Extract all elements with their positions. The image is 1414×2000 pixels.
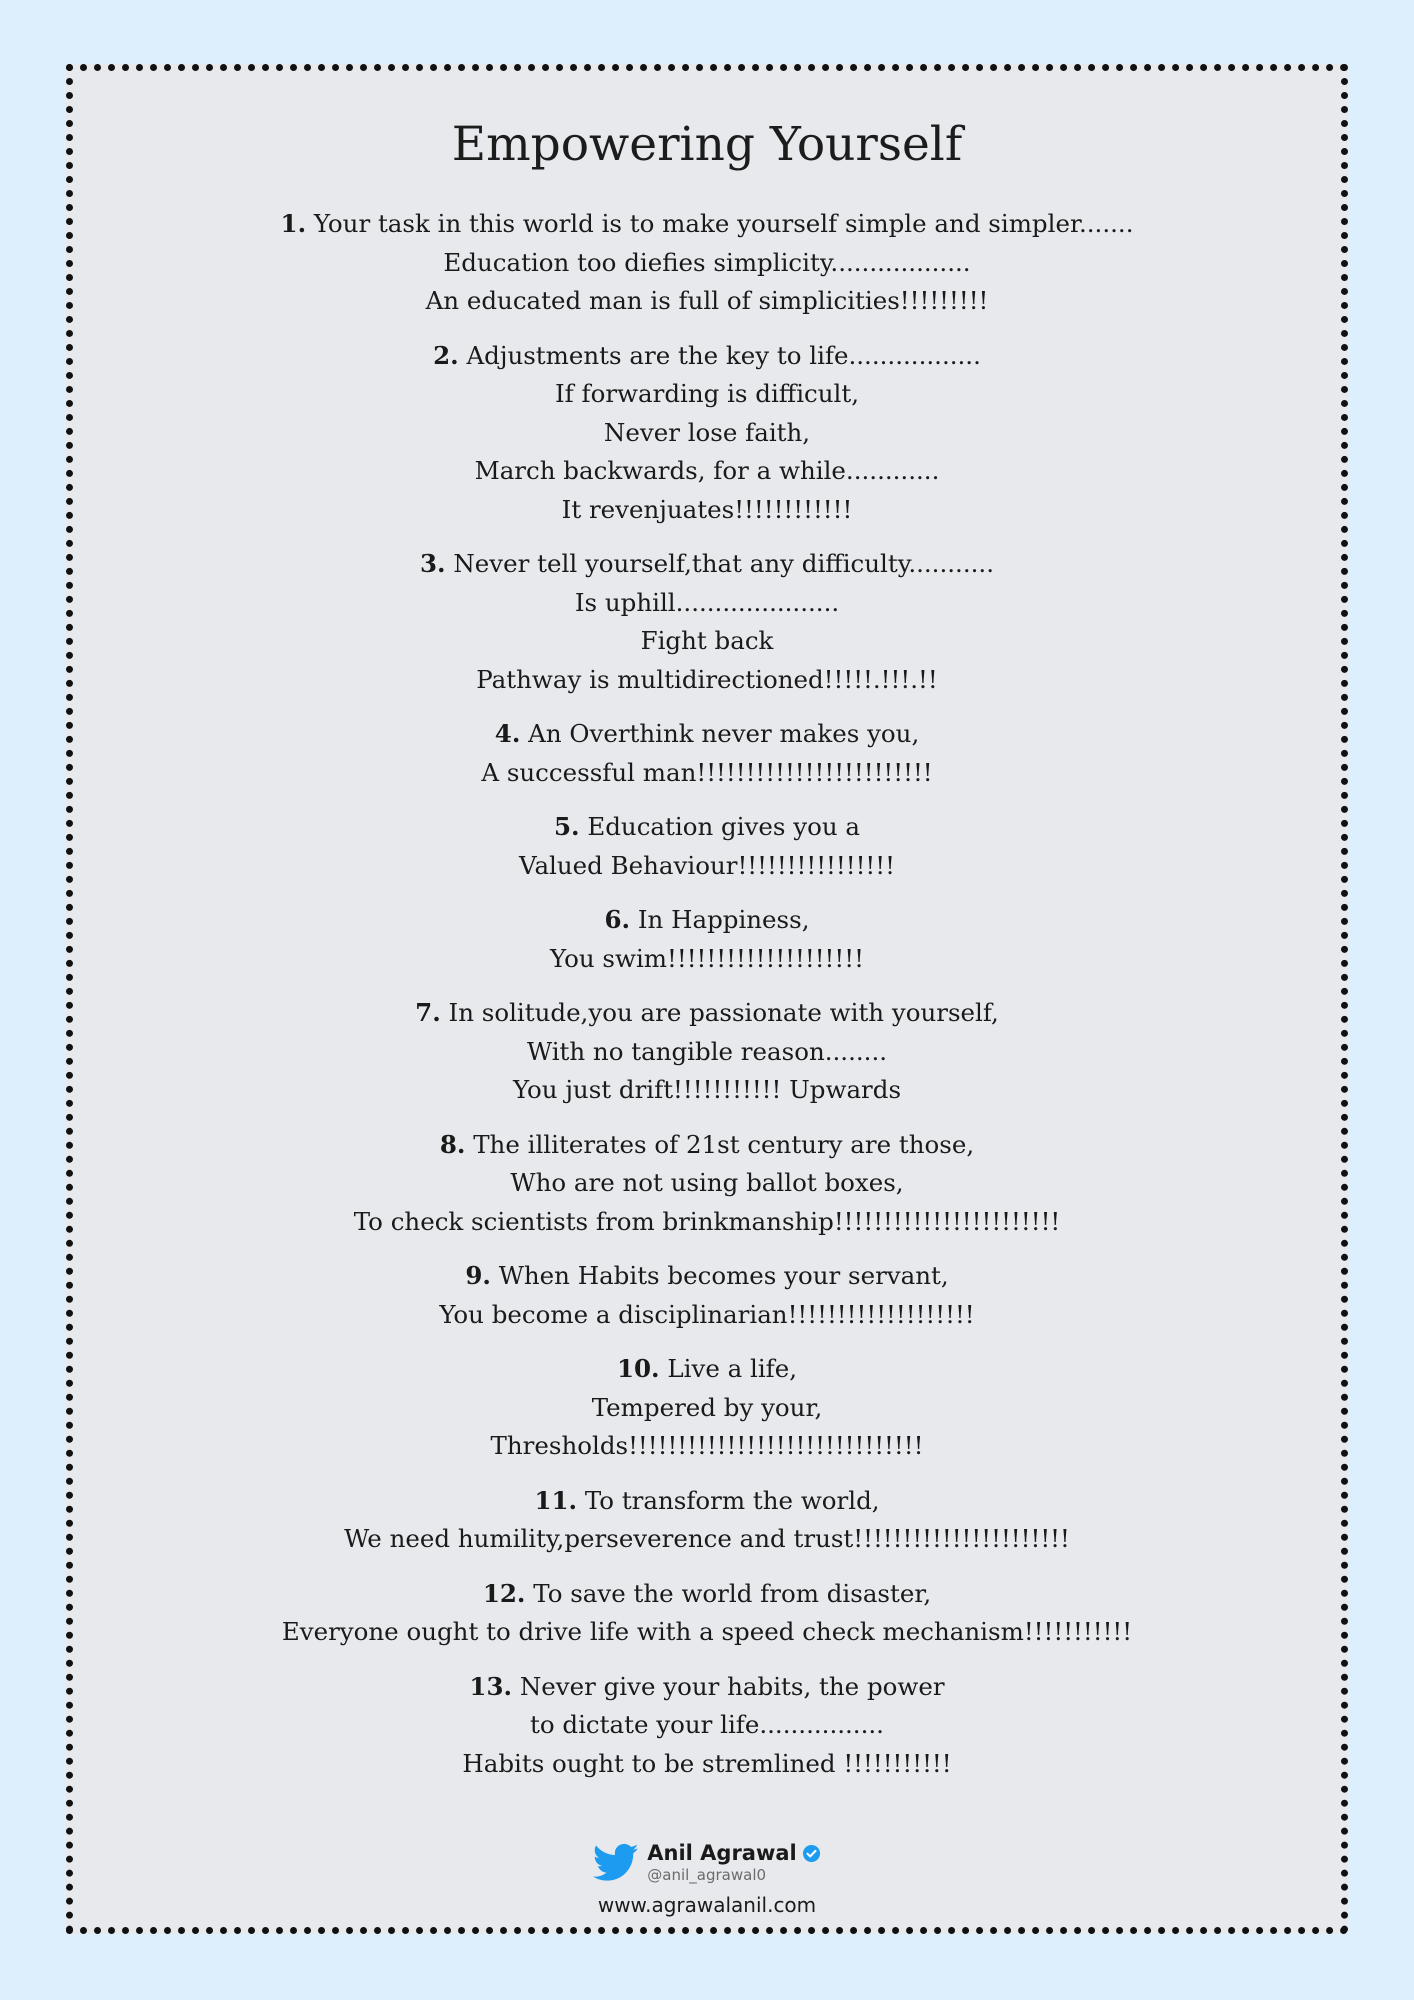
author-footer: [73, 1841, 1341, 1917]
quote-number: 7.: [415, 998, 441, 1027]
quote-line: Who are not using ballot boxes,: [510, 1168, 904, 1197]
quote-text: When Habits becomes your servant,: [498, 1261, 949, 1290]
quote-line: It revenjuates!!!!!!!!!!!!: [561, 494, 853, 524]
quote-number: 8.: [439, 1129, 466, 1159]
quote-line: [73, 205, 1341, 244]
quote-line: [73, 715, 1341, 754]
quote-line: [73, 1257, 1341, 1296]
author-name: Anil Agrawal: [647, 1841, 797, 1865]
quote-line: Everyone ought to drive life with a speed check mechanism!!!!!!!!!!!: [281, 1617, 1133, 1646]
quote-list: [73, 205, 1341, 1799]
quote-text: Your task in this world is to make yourself simple and simpler.......: [313, 209, 1134, 238]
quote-item: [73, 1575, 1341, 1652]
quote-number: 5.: [553, 812, 580, 841]
twitter-bird-icon: [593, 1843, 639, 1883]
quote-item: [73, 994, 1341, 1110]
quote-item: [73, 1482, 1341, 1559]
quote-line: March backwards, for a while............: [474, 456, 940, 485]
quote-line: To check scientists from brinkmanship!!!!!!!!!!!!!!!!!!!!!!!: [353, 1206, 1061, 1236]
quote-line: [73, 808, 1341, 847]
quote-item: [73, 545, 1341, 699]
quote-item: [73, 1350, 1341, 1466]
quote-line: [73, 337, 1341, 376]
quote-number: 13.: [469, 1671, 513, 1701]
quote-line: [73, 545, 1341, 584]
quote-line: [73, 1350, 1341, 1389]
quote-line: Never lose faith,: [603, 417, 811, 447]
quote-text: Adjustments are the key to life.................: [466, 340, 981, 370]
quote-text: The illiterates of 21st century are those,: [473, 1129, 975, 1159]
quote-line: [73, 1126, 1341, 1165]
quote-text: Never give your habits, the power: [519, 1671, 945, 1701]
author-signature: [593, 1841, 821, 1884]
poster-frame: [66, 64, 1348, 1934]
quote-number: 11.: [534, 1485, 578, 1515]
quote-line: You become a disciplinarian!!!!!!!!!!!!!!!!!!!: [439, 1299, 975, 1329]
quote-number: 1.: [280, 209, 307, 238]
quote-line: Habits ought to be stremlined !!!!!!!!!!!: [462, 1748, 952, 1778]
quote-line: You swim!!!!!!!!!!!!!!!!!!!!: [550, 943, 864, 973]
quote-line: Thresholds!!!!!!!!!!!!!!!!!!!!!!!!!!!!!!: [490, 1431, 924, 1460]
quote-line: Fight back: [640, 626, 774, 655]
quote-number: 9.: [465, 1261, 491, 1290]
quote-line: Tempered by your,: [591, 1392, 823, 1422]
quote-item: [73, 901, 1341, 978]
quote-text: Live a life,: [667, 1354, 798, 1383]
quote-item: [73, 1668, 1341, 1784]
verified-badge-icon: [802, 1844, 821, 1863]
quote-line: Valued Behaviour!!!!!!!!!!!!!!!!: [519, 850, 895, 880]
author-details: [647, 1841, 821, 1884]
quote-line: [73, 1668, 1341, 1707]
quote-text: An Overthink never makes you,: [528, 719, 920, 748]
quote-number: 2.: [433, 340, 459, 370]
quote-line: A successful man!!!!!!!!!!!!!!!!!!!!!!!!: [481, 757, 933, 787]
quote-item: [73, 1257, 1341, 1334]
quote-item: [73, 205, 1341, 321]
quote-line: to dictate your life................: [530, 1710, 884, 1739]
quote-item: [73, 337, 1341, 530]
quote-line: [73, 901, 1341, 940]
quote-item: [73, 715, 1341, 792]
quote-number: 3.: [419, 549, 446, 578]
author-name-row: [647, 1841, 821, 1865]
quote-item: [73, 1126, 1341, 1242]
quote-number: 4.: [494, 719, 521, 748]
quote-line: An educated man is full of simplicities!!!!!!!!!: [425, 286, 989, 315]
quote-line: We need humility,perseverence and trust!!!!!!!!!!!!!!!!!!!!!!: [344, 1524, 1070, 1553]
quote-text: To save the world from disaster,: [533, 1578, 932, 1608]
quote-line: Pathway is multidirectioned!!!!!.!!!.!!: [476, 664, 938, 694]
quote-line: Is uphill.....................: [574, 587, 840, 617]
quote-text: To transform the world,: [584, 1485, 880, 1515]
quote-text: Education gives you a: [587, 812, 861, 841]
quote-number: 6.: [604, 905, 631, 934]
quote-line: Education too diefies simplicity..................: [443, 247, 971, 277]
quote-item: [73, 808, 1341, 885]
quote-line: You just drift!!!!!!!!!!! Upwards: [512, 1075, 902, 1104]
page-title: Empowering Yourself: [451, 117, 963, 172]
quote-number: 10.: [616, 1354, 660, 1383]
quote-line: If forwarding is difficult,: [554, 379, 860, 408]
quote-line: With no tangible reason........: [526, 1036, 888, 1066]
author-handle: @anil_agrawal0: [647, 1866, 767, 1884]
quote-line: [73, 1575, 1341, 1614]
quote-line: [73, 1482, 1341, 1521]
quote-text: In solitude,you are passionate with yourself,: [448, 998, 999, 1027]
quote-line: [73, 994, 1341, 1033]
website-link[interactable]: www.agrawalanil.com: [597, 1892, 817, 1917]
quote-text: Never tell yourself,that any difficulty...........: [453, 549, 994, 578]
quote-number: 12.: [482, 1578, 526, 1608]
quote-text: In Happiness,: [637, 905, 810, 934]
